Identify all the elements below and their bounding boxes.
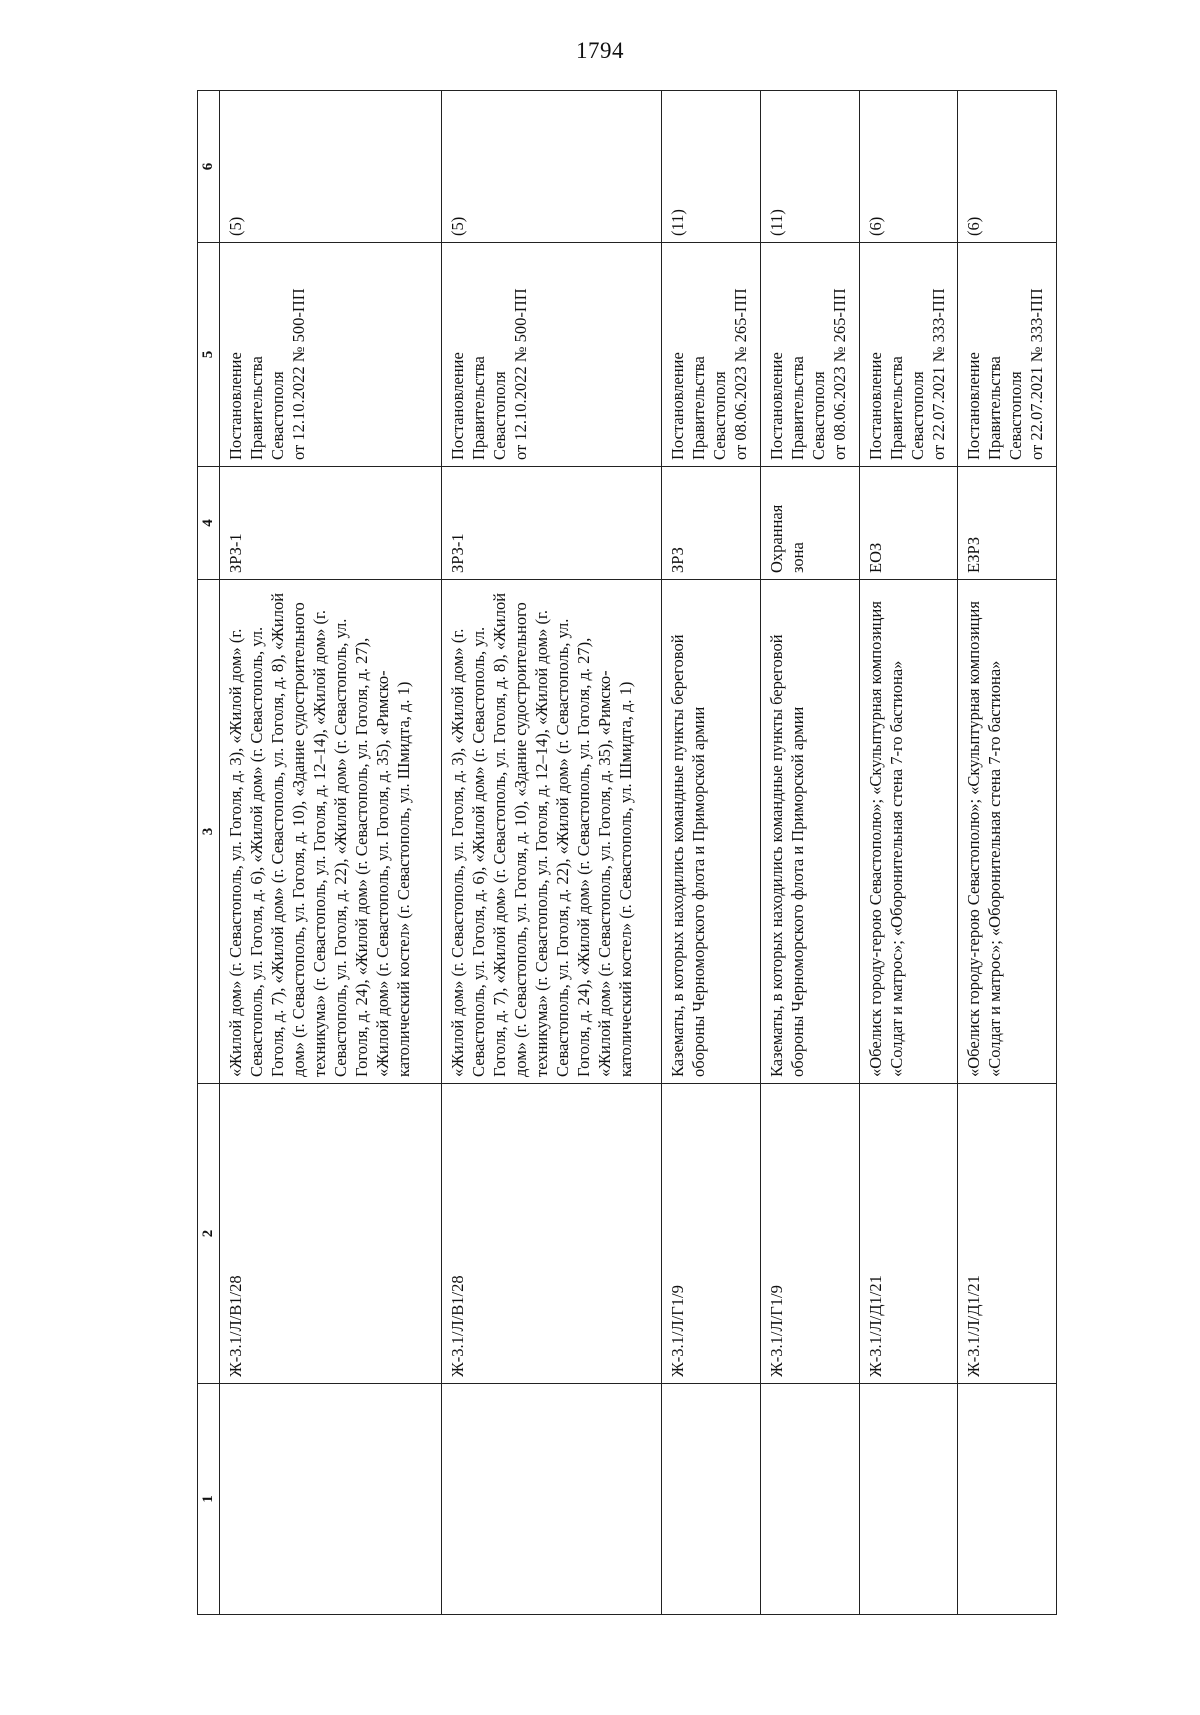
document-line: Севастополя: [267, 371, 287, 460]
document-line: Постановление: [766, 352, 786, 460]
document-line: Постановление: [964, 352, 984, 460]
document-line: от 08.06.2023 № 265-ПП: [829, 288, 849, 460]
document-line: Правительства: [689, 356, 709, 460]
document-line: Правительства: [787, 356, 807, 460]
zone-type-cell: ЗРЗ-1: [442, 467, 662, 580]
row-number-cell: [958, 1384, 1057, 1615]
note-cell: (5): [219, 91, 441, 243]
row-number-cell: [219, 1384, 441, 1615]
objects-cell: Казематы, в которых находились командные пункты береговой обороны Черноморского флота и Приморской армии: [662, 580, 761, 1084]
document-line: от 08.06.2023 № 265-ПП: [731, 288, 751, 460]
document-line: Постановление: [865, 352, 885, 460]
document-line: Правительства: [469, 356, 489, 460]
zone-code-cell: Ж-3.1/Л/Д1/21: [958, 1084, 1057, 1384]
document-line: Севастополя: [907, 371, 927, 460]
objects-cell: «Жилой дом» (г. Севастополь, ул. Гоголя, д. 3), «Жилой дом» (г. Севастополь, ул. Гоголя, д. 6), «Жилой дом» (г. Севастополь, ул. Гоголя, д. 7), «Жилой дом» (г. Севастополь, ул. Гоголя, д. 8), «Жилой дом» (г. Севастополь, ул. Гоголя, д. 10), «Здание судостроительного техникума» (г. Севастополь, ул. Гоголя, д. 12–14), «Жилой дом» (г. Севастополь, ул. Гоголя, д. 22), «Жилой дом» (г. Севастополь, ул. Гоголя, д. 24), «Жилой дом» (г. Севастополь, ул. Гоголя, д. 27), «Жилой дом» (г. Севастополь, ул. Гоголя, д. 35), «Римско-католический костел» (г. Севастополь, ул. Шмидта, д. 1): [219, 580, 441, 1084]
note-cell: (6): [958, 91, 1057, 243]
document-cell: [662, 243, 761, 467]
note-cell: (5): [442, 91, 662, 243]
document-cell: [442, 243, 662, 467]
column-header-6: 6: [198, 91, 220, 243]
table-row: [662, 91, 761, 1615]
document-line: Постановление: [668, 352, 688, 460]
zone-code-cell: Ж-3.1/Л/В1/28: [219, 1084, 441, 1384]
document-line: Севастополя: [710, 371, 730, 460]
header-row: [198, 91, 220, 1615]
note-cell: (11): [662, 91, 761, 243]
column-header-1: 1: [198, 1384, 220, 1615]
table-row: [958, 91, 1057, 1615]
rotated-table-frame: [197, 91, 1057, 1615]
objects-cell: «Жилой дом» (г. Севастополь, ул. Гоголя, д. 3), «Жилой дом» (г. Севастополь, ул. Гоголя, д. 6), «Жилой дом» (г. Севастополь, ул. Гоголя, д. 7), «Жилой дом» (г. Севастополь, ул. Гоголя, д. 8), «Жилой дом» (г. Севастополь, ул. Гоголя, д. 10), «Здание судостроительного техникума» (г. Севастополь, ул. Гоголя, д. 12–14), «Жилой дом» (г. Севастополь, ул. Гоголя, д. 22), «Жилой дом» (г. Севастополь, ул. Гоголя, д. 24), «Жилой дом» (г. Севастополь, ул. Гоголя, д. 27), «Жилой дом» (г. Севастополь, ул. Гоголя, д. 35), «Римско-католический костел» (г. Севастополь, ул. Шмидта, д. 1): [442, 580, 662, 1084]
zone-code-cell: Ж-3.1/Л/В1/28: [442, 1084, 662, 1384]
objects-cell: «Обелиск городу-герою Севастополю»; «Скульптурная композиция «Солдат и матрос»; «Оборонительная стена 7-го бастиона»: [859, 580, 958, 1084]
column-header-4: 4: [198, 467, 220, 580]
zone-code-cell: Ж-3.1/Л/Д1/21: [859, 1084, 958, 1384]
document-line: от 22.07.2021 № 333-ПП: [928, 288, 948, 460]
zone-code-cell: Ж-3.1/Л/Г1/9: [760, 1084, 859, 1384]
document-cell: [958, 243, 1057, 467]
column-header-2: 2: [198, 1084, 220, 1384]
document-cell: [859, 243, 958, 467]
document-line: от 22.07.2021 № 333-ПП: [1027, 288, 1047, 460]
zone-type-cell: ЗРЗ: [662, 467, 761, 580]
document-line: Правительства: [246, 356, 266, 460]
document-line: Правительства: [886, 356, 906, 460]
column-header-3: 3: [198, 580, 220, 1084]
table-row: [442, 91, 662, 1615]
document-line: Постановление: [225, 352, 245, 460]
column-header-5: 5: [198, 243, 220, 467]
row-number-cell: [859, 1384, 958, 1615]
document-cell: [219, 243, 441, 467]
document-line: Севастополя: [808, 371, 828, 460]
document-line: Севастополя: [1006, 371, 1026, 460]
zone-type-cell: ЕОЗ: [859, 467, 958, 580]
table-row: [859, 91, 958, 1615]
document-line: Постановление: [448, 352, 468, 460]
page-number: 1794: [576, 38, 624, 63]
document-line: от 12.10.2022 № 500-ПП: [511, 288, 531, 460]
document-line: от 12.10.2022 № 500-ПП: [288, 288, 308, 460]
document-line: Севастополя: [490, 371, 510, 460]
objects-cell: Казематы, в которых находились командные пункты береговой обороны Черноморского флота и Приморской армии: [760, 580, 859, 1084]
note-cell: (11): [760, 91, 859, 243]
document-cell: [760, 243, 859, 467]
zone-type-cell: Охранная зона: [760, 467, 859, 580]
row-number-cell: [760, 1384, 859, 1615]
zones-table: [197, 90, 1057, 1615]
objects-cell: «Обелиск городу-герою Севастополю»; «Скульптурная композиция «Солдат и матрос»; «Оборонительная стена 7-го бастиона»: [958, 580, 1057, 1084]
table-row: [219, 91, 441, 1615]
note-cell: (6): [859, 91, 958, 243]
zone-type-cell: ЕЗРЗ: [958, 467, 1057, 580]
row-number-cell: [442, 1384, 662, 1615]
table-row: [760, 91, 859, 1615]
zone-code-cell: Ж-3.1/Л/Г1/9: [662, 1084, 761, 1384]
row-number-cell: [662, 1384, 761, 1615]
zone-type-cell: ЗРЗ-1: [219, 467, 441, 580]
document-line: Правительства: [985, 356, 1005, 460]
